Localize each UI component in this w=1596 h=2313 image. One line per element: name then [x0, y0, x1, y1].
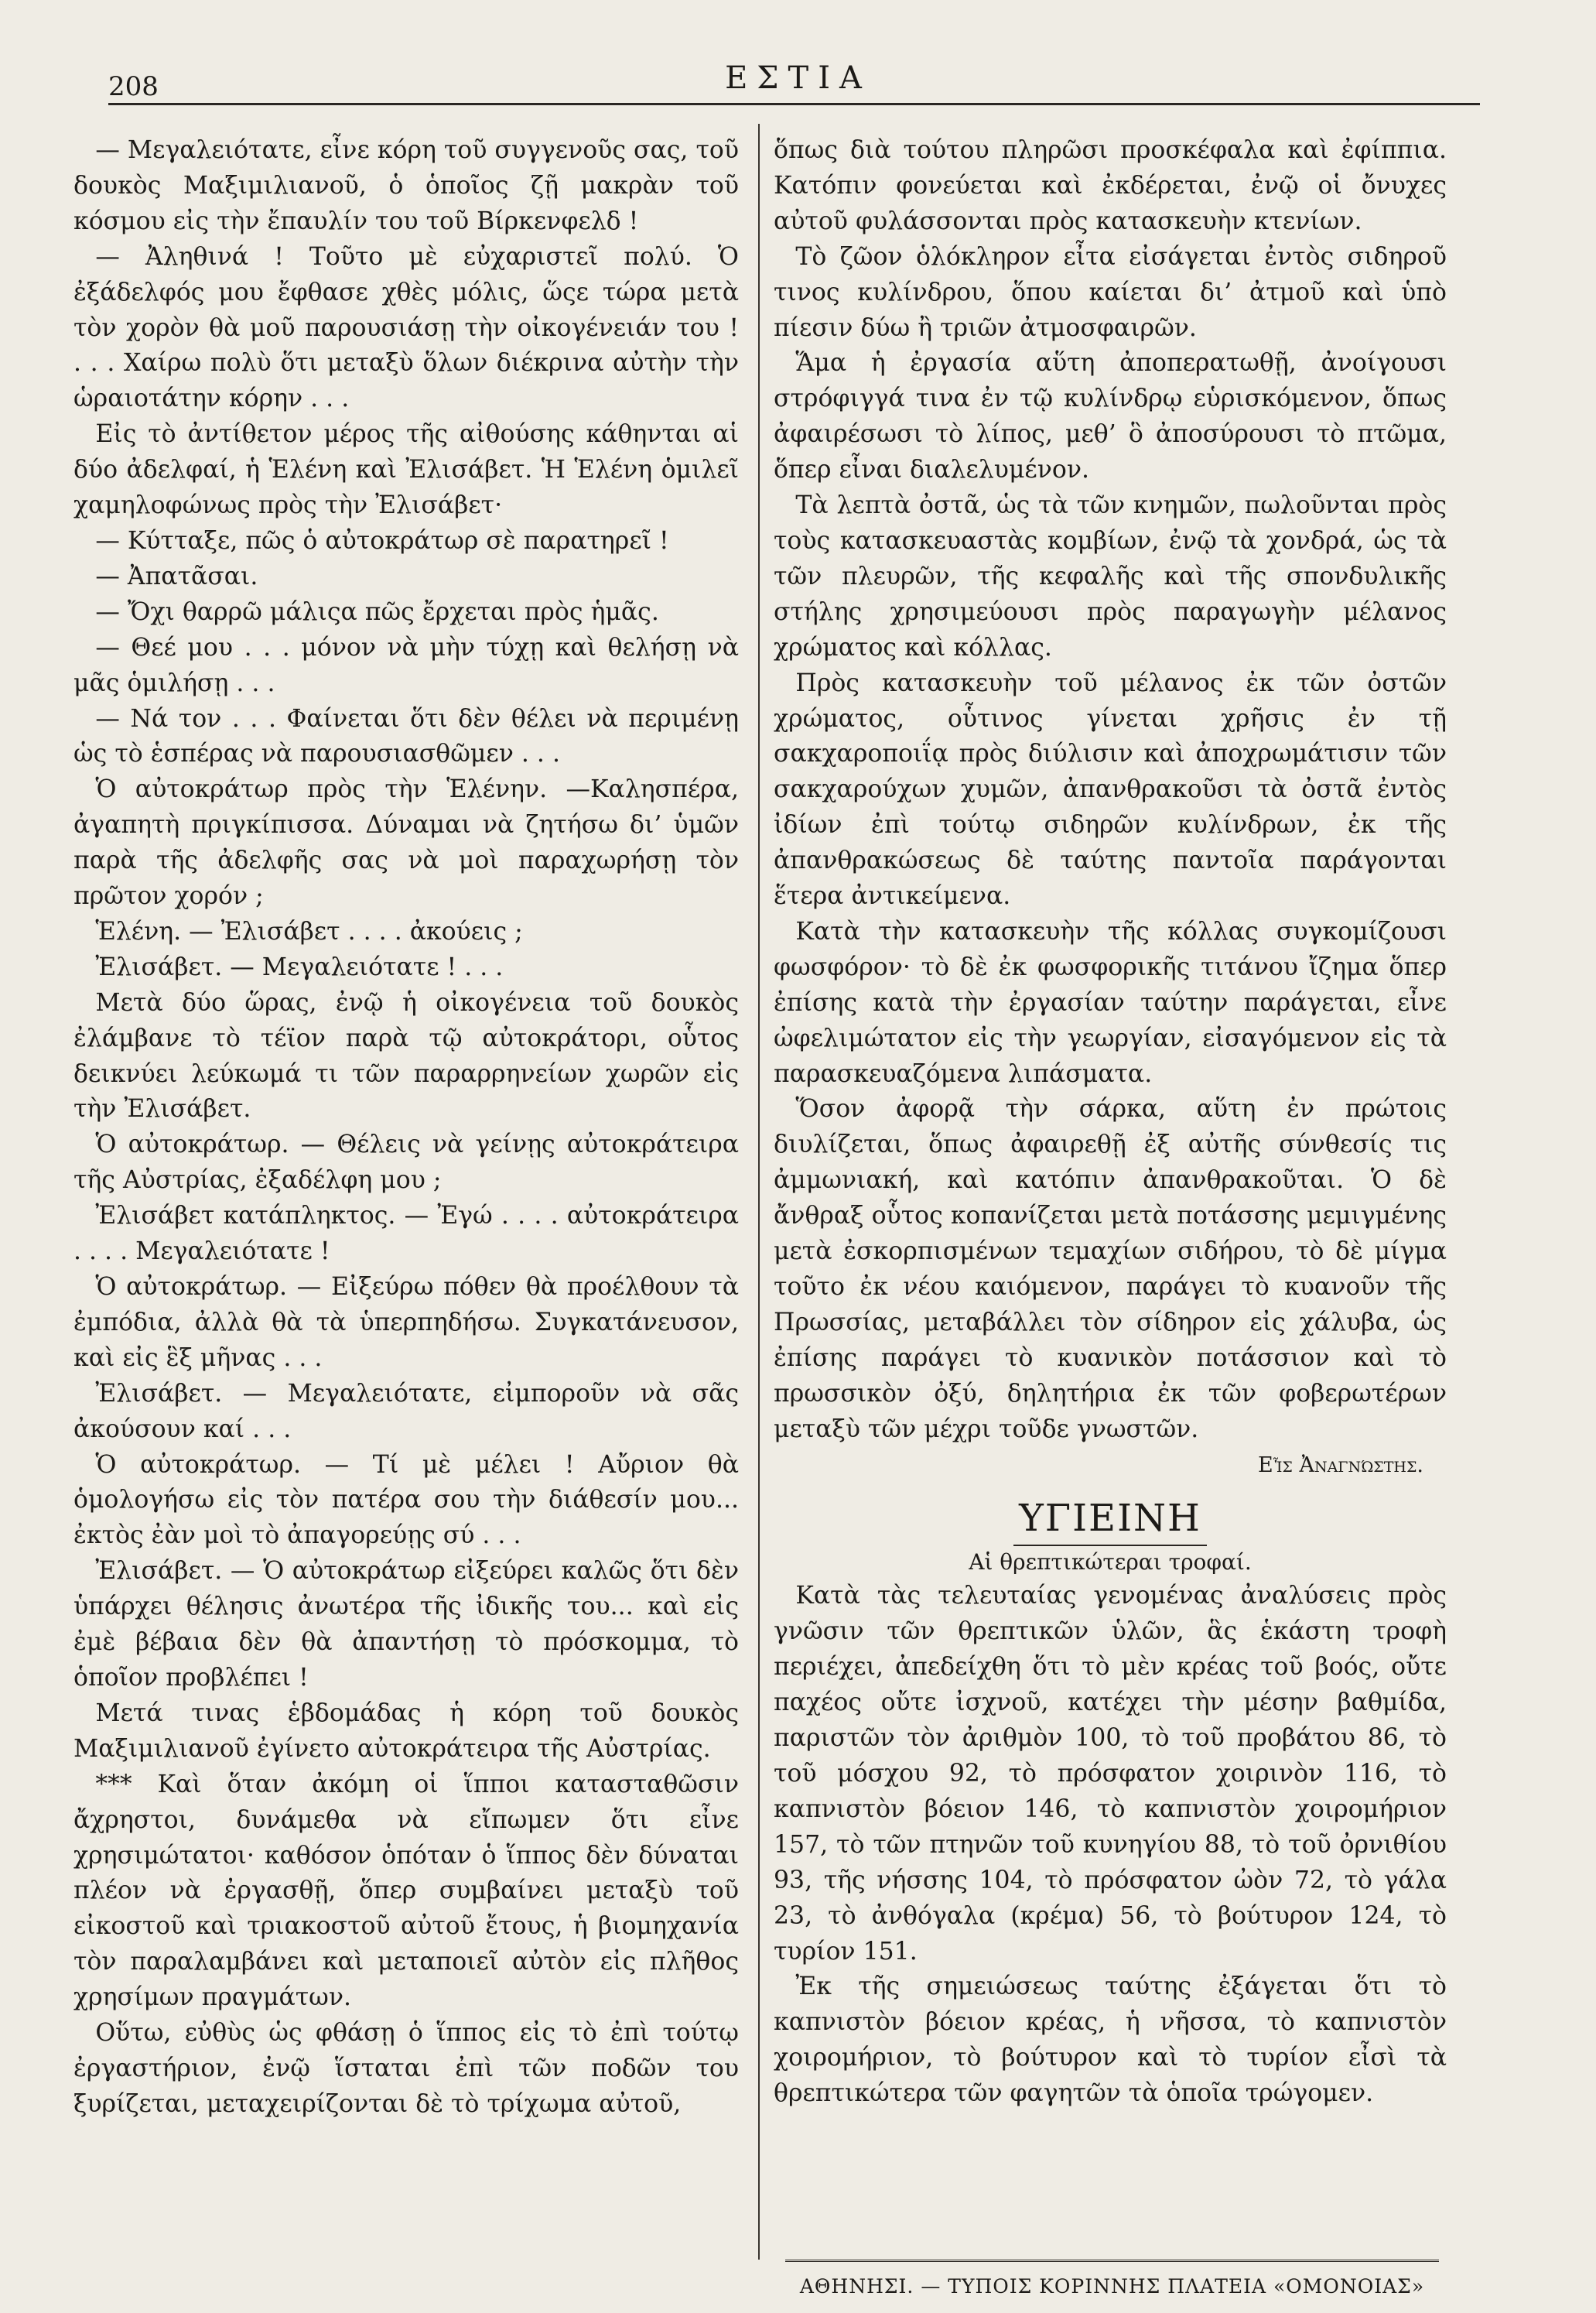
page-number: 208 [108, 71, 159, 102]
paragraph: Μετά τινας ἑβδομάδας ἡ κόρη τοῦ δουκὸς Μαξιμιλιανοῦ ἐγίνετο αὐτοκράτειρα τῆς Αὐστρίας. [73, 1699, 739, 1763]
paragraph: Μετὰ δύο ὥρας, ἐνῷ ἡ οἰκογένεια τοῦ δουκὸς ἐλάμβανε τὸ τέϊον παρὰ τῷ αὐτοκράτορι, οὗτος δεικνύει λεύκωμά τι τῶν παραρρηνείων χωρῶν εἰς τὴν Ἐλισάβετ. [73, 988, 739, 1124]
paragraph: Ὁ αὐτοκράτωρ. — Θέλεις νὰ γείνῃς αὐτοκράτειρα τῆς Αὐστρίας, ἐξαδέλφη μου ; [73, 1131, 739, 1195]
paragraph: — Κύτταξε, πῶς ὁ αὐτοκράτωρ σὲ παρατηρεῖ ! [95, 526, 669, 555]
paragraph: ὅπως διὰ τούτου πληρῶσι προσκέφαλα καὶ ἐφίππια. Κατόπιν φονεύεται καὶ ἐκδέρεται, ἐνῷ οἱ ὄνυχες αὐτοῦ φυλάσσονται πρὸς κατασκευὴν κτενίων. [774, 136, 1447, 235]
paragraph: Κατὰ τὰς τελευταίας γενομένας ἀναλύσεις πρὸς γνῶσιν τῶν θρεπτικῶν ὑλῶν, ἃς ἑκάστη τροφὴ περιέχει, ἀπεδείχθη ὅτι τὸ μὲν κρέας τοῦ βοός, οὔτε παχέος οὔτε ἰσχνοῦ, κατέχει τὴν μέσην βαθμίδα, παριστῶν τὸν ἀριθμὸν 100, τὸ τοῦ προβάτου 86, τὸ τοῦ μόσχου 92, τὸ πρόσφατον χοιρινὸν 116, τὸ καπνιστὸν βόειον 146, τὸ καπνιστὸν χοιρομήριον 157, τὸ τῶν πτηνῶν τοῦ κυνηγίου 88, τὸ τοῦ ὀρνιθίου 93, τῆς νήσσης 104, τὸ πρόσφατον ὠὸν 72, τὸ γάλα 23, τὸ ἀνθόγαλα (κρέμα) 56, τὸ βούτυρον 124, τὸ τυρίον 151. [774, 1582, 1447, 1966]
paragraph: Εἰς τὸ ἀντίθετον μέρος τῆς αἰθούσης κάθηνται αἱ δύο ἀδελφαί, ἡ Ἑλένη καὶ Ἐλισάβετ. Ἡ Ἑλένη ὁμιλεῖ χαμηλοφώνως πρὸς τὴν Ἐλισάβετ· [73, 420, 739, 520]
paragraph: Ὁ αὐτοκράτωρ. — Τί μὲ μέλει ! Αὔριον θὰ ὁμολογήσω εἰς τὸν πατέρα σου τὴν διάθεσίν μου... ἐκτὸς ἐὰν μοὶ τὸ ἀπαγορεύῃς σύ . . . [73, 1450, 739, 1550]
paragraph: — Μεγαλειότατε, εἶνε κόρη τοῦ συγγενοῦς σας, τοῦ δουκὸς Μαξιμιλιανοῦ, ὁ ὁποῖος ζῇ μακρὰν τοῦ κόσμου εἰς τὴν ἔπαυλίν του τοῦ Βίρκενφελδ ! [73, 136, 739, 235]
printer-imprint: ΑΘΗΝΗΣΙ. — ΤΥΠΟΙΣ ΚΟΡΙΝΝΗΣ ΠΛΑΤΕΙΑ «ΟΜΟΝΟΙΑΣ» [799, 2275, 1425, 2298]
paragraph: — Ἀληθινά ! Τοῦτο μὲ εὐχαριστεῖ πολύ. Ὁ ἐξάδελφός μου ἔφθασε χθὲς μόλις, ὥςε τώρα μετὰ τὸν χορὸν θὰ μοῦ παρουσιάσῃ τὴν οἰκογένειάν του ! . . . Χαίρω πολὺ ὅτι μεταξὺ ὅλων διέκρινα αὐτὴν τὴν ὡραιοτάτην κόρην . . . [73, 242, 739, 413]
imprint-rule [785, 2260, 1439, 2262]
left-column [73, 133, 739, 2123]
paragraph: Ἐκ τῆς σημειώσεως ταύτης ἐξάγεται ὅτι τὸ καπνιστὸν βόειον κρέας, ἡ νῆσσα, τὸ καπνιστὸν χοιρομήριον, τὸ βούτυρον καὶ τὸ τυρίον εἶσὶ τὰ θρεπτικώτερα τῶν φαγητῶν τὰ ὁποῖα τρώγομεν. [774, 1973, 1447, 2108]
author-signature: Εἷς Ἀναγνώστης. [1258, 1452, 1423, 1477]
right-column [774, 133, 1447, 2112]
paragraph: Ὁ αὐτοκράτωρ. — Εἰξεύρω πόθεν θὰ προέλθουν τὰ ἐμπόδια, ἀλλὰ θὰ τὰ ὑπερπηδήσω. Συγκατάνευσον, καὶ εἰς ἓξ μῆνας . . . [73, 1273, 739, 1372]
paragraph: — Ὄχι θαρρῶ μάλιςα πῶς ἔρχεται πρὸς ἡμᾶς. [95, 597, 659, 626]
column-divider [758, 124, 760, 2260]
section-subtitle: Αἱ θρεπτικώτεραι τροφαί. [969, 1549, 1252, 1576]
paragraph: Ὁ αὐτοκράτωρ πρὸς τὴν Ἑλένην. —Καλησπέρα, ἀγαπητὴ πριγκίπισσα. Δύναμαι νὰ ζητήσω δι’ ὑμῶν παρὰ τῆς ἀδελφῆς σας νὰ μοὶ παραχωρήσῃ τὸν πρῶτον χορόν ; [73, 775, 739, 911]
paragraph: Οὕτω, εὐθὺς ὡς φθάσῃ ὁ ἵππος εἰς τὸ ἐπὶ τούτῳ ἐργαστήριον, ἐνῷ ἵσταται ἐπὶ τῶν ποδῶν του ξυρίζεται, μεταχειρίζονται δὲ τὸ τρίχωμα αὐτοῦ, [73, 2019, 739, 2118]
paragraph: Ὅσον ἀφορᾷ τὴν σάρκα, αὕτη ἐν πρώτοις διυλίζεται, ὅπως ἀφαιρεθῇ ἐξ αὐτῆς σύνθεσίς τις ἀμμωνιακή, καὶ κατόπιν ἀπανθρακοῦται. Ὁ δὲ ἄνθραξ οὗτος κοπανίζεται μετὰ ποτάσσης μεμιγμένης μετὰ ἐσκορπισμένων τεμαχίων σιδήρου, τὸ δὲ μίγμα τοῦτο ἐκ νέου καιόμενον, παράγει τὸ κυανοῦν τῆς Πρωσσίας, μεταβάλλει τὸν σίδηρον εἰς χάλυβα, ὡς ἐπίσης παράγει τὸ κυανικὸν ποτάσσιον καὶ τὸ πρωσσικὸν ὀξύ, δηλητήρια ἐκ τῶν φοβερωτέρων μεταξὺ τῶν μέχρι τοῦδε γνωστῶν. [774, 1095, 1447, 1443]
paragraph: — Θεέ μου . . . μόνον νὰ μὴν τύχῃ καὶ θελήσῃ νὰ μᾶς ὁμιλήσῃ . . . [73, 633, 739, 697]
paragraph: — Νά τον . . . Φαίνεται ὅτι δὲν θέλει νὰ περιμένῃ ὡς τὸ ἑσπέρας νὰ παρουσιασθῶμεν . . . [73, 704, 739, 768]
paragraph: Κατὰ τὴν κατασκευὴν τῆς κόλλας συγκομίζουσι φωσφόρον· τὸ δὲ ἐκ φωσφορικῆς τιτάνου ἴζημα ὅπερ ἐπίσης κατὰ τὴν ἐργασίαν ταύτην παράγεται, εἶνε ὠφελιμώτατον εἰς τὴν γεωργίαν, εἰσαγόμενον εἰς τὰ παρασκευαζόμενα λιπάσματα. [774, 917, 1447, 1088]
section-title: ΥΓΙΕΙΝΗ [1019, 1497, 1201, 1541]
paragraph: Τὰ λεπτὰ ὀστᾶ, ὡς τὰ τῶν κνημῶν, πωλοῦνται πρὸς τοὺς κατασκευαστὰς κομβίων, ἐνῷ τὰ χονδρά, ὡς τὰ τῶν πλευρῶν, τῆς κεφαλῆς καὶ τῆς σπονδυλικῆς στήλης χρησιμεύουσι πρὸς παραγωγὴν μέλανος χρώματος καὶ κόλλας. [774, 491, 1447, 662]
paragraph: *** Καὶ ὅταν ἀκόμη οἱ ἵπποι κατασταθῶσιν ἄχρηστοι, δυνάμεθα νὰ εἴπωμεν ὅτι εἶνε χρησιμώτατοι· καθόσον ὁπόταν ὁ ἵππος δὲν δύναται πλέον νὰ ἐργασθῇ, ὅπερ συμβαίνει μεταξὺ τοῦ εἰκοστοῦ καὶ τριακοστοῦ αὐτοῦ ἔτους, ἡ βιομηχανία τὸν παραλαμβάνει καὶ μεταποιεῖ αὐτὸν εἰς πλῆθος χρησίμων πραγμάτων. [73, 1770, 739, 2012]
paragraph: Ἐλισάβετ κατάπληκτος. — Ἐγώ . . . . αὐτοκράτειρα . . . . Μεγαλειότατε ! [73, 1202, 739, 1266]
paragraph: Ἅμα ἡ ἐργασία αὕτη ἀποπερατωθῇ, ἀνοίγουσι στρόφιγγά τινα ἐν τῷ κυλίνδρῳ εὑρισκόμενον, ὅπως ἀφαιρέσωσι τὸ λίπος, μεθ’ ὃ ἀποσύρουσι τὸ πτῶμα, ὅπερ εἶναι διαλελυμένον. [774, 349, 1447, 484]
paragraph: Τὸ ζῶον ὁλόκληρον εἶτα εἰσάγεται ἐντὸς σιδηροῦ τινος κυλίνδρου, ὅπου καίεται δι’ ἀτμοῦ καὶ ὑπὸ πίεσιν δύω ἢ τριῶν ἀτμοσφαιρῶν. [774, 242, 1447, 342]
paragraph: Πρὸς κατασκευὴν τοῦ μέλανος ἐκ τῶν ὀστῶν χρώματος, οὗτινος γίνεται χρῆσις ἐν τῇ σακχαροποιΐᾳ πρὸς διύλισιν καὶ ἀποχρωμάτισιν τῶν σακχαρούχων χυμῶν, ἀπανθρακοῦσι τὰ ὀστᾶ ἐντὸς ἰδίων ἐπὶ τούτῳ σιδηρῶν κυλίνδρων, ἐκ τῆς ἀπανθρακώσεως δὲ ταύτης παντοῖα παράγονται ἕτερα ἀντικείμενα. [774, 669, 1447, 911]
paragraph: Ἑλένη. — Ἐλισάβετ . . . . ἀκούεις ; [95, 917, 523, 946]
page-title: ΕΣΤΙΑ [725, 60, 871, 96]
header-rule [108, 103, 1480, 105]
paragraph: — Ἀπατᾶσαι. [95, 562, 258, 590]
paragraph: Ἐλισάβετ. — Ὁ αὐτοκράτωρ εἰξεύρει καλῶς ὅτι δὲν ὑπάρχει θέλησις ἀνωτέρα τῆς ἰδικῆς του... καὶ εἰς ἐμὲ βέβαια δὲν θὰ ἀπαντήσῃ τὸ πρόσκομμα, τὸ ὁποῖον προβλέπει ! [73, 1557, 739, 1692]
paragraph: Ἐλισάβετ. — Μεγαλειότατε, εἰμποροῦν νὰ σᾶς ἀκούσουν καί . . . [73, 1379, 739, 1443]
paragraph: Ἐλισάβετ. — Μεγαλειότατε ! . . . [95, 953, 504, 981]
